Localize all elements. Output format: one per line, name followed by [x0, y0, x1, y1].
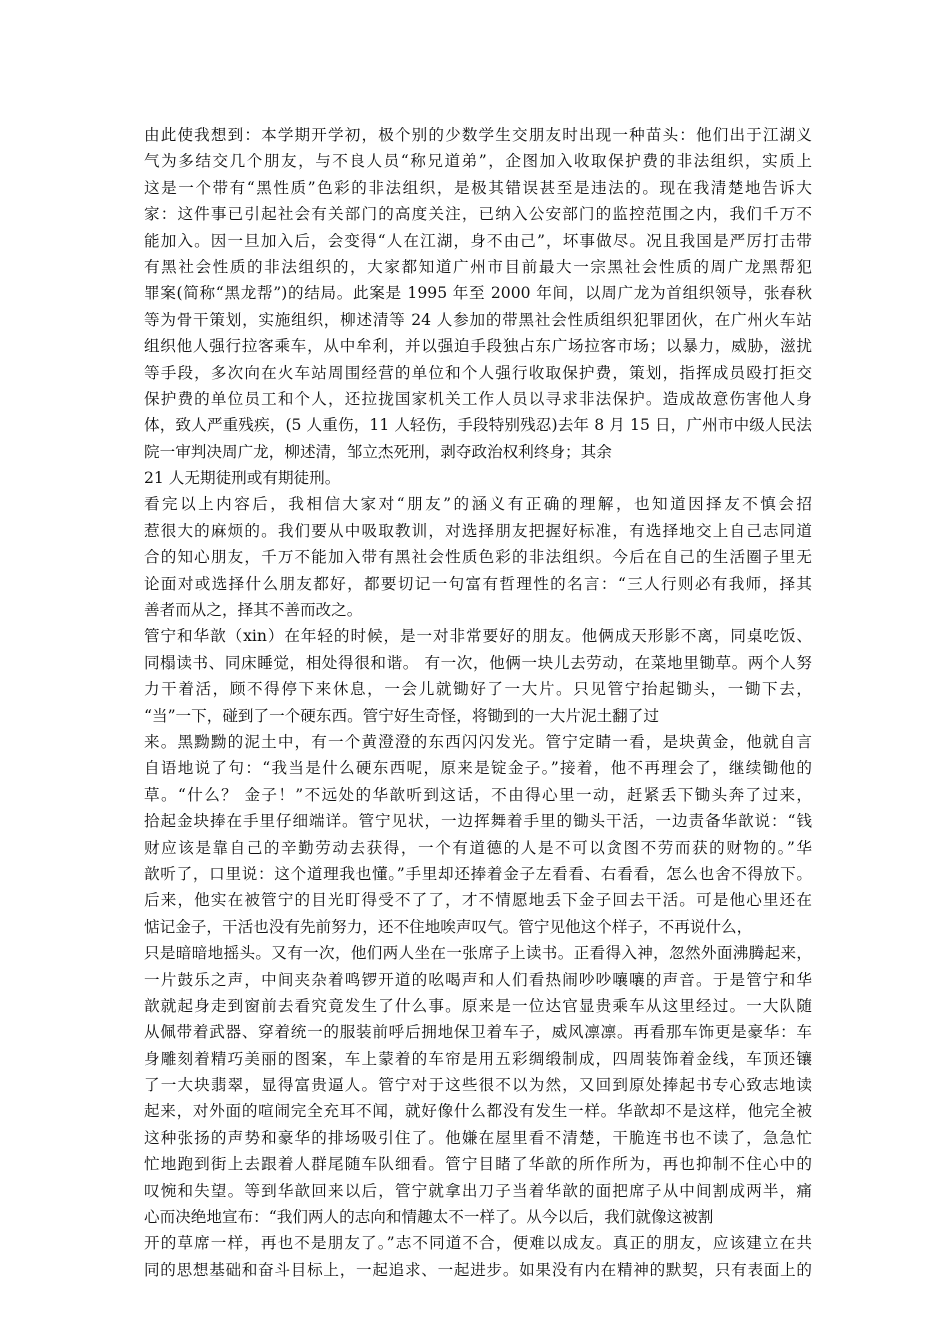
text-line: 歆听了，口里说：这个道理我也懂。”手里却还捧着金子左看看、右看看，怎么也舍不得放下。: [144, 864, 812, 883]
text-line: 有黑社会性质的非法组织的，大家都知道广州市目前最大一宗黑社会性质的周广龙黑帮犯: [144, 257, 812, 276]
text-line: 能加入。因一旦加入后，会变得“人在江湖，身不由己”，坏事做尽。况且我国是严厉打击带: [144, 231, 812, 250]
text-line: 只是暗暗地摇头。又有一次，他们两人坐在一张席子上读书。正看得入神，忽然外面沸腾起来，: [144, 944, 812, 963]
text-line: 组织他人强行拉客乘车，从中牟利，并以强迫手段独占东广场拉客市场；以暴力，威胁，滋扰: [144, 337, 812, 356]
text-line: 论面对或选择什么朋友都好，都要切记一句富有哲理性的名言：“三人行则必有我师，择其: [144, 574, 812, 593]
text-line: 由此使我想到：本学期开学初，极个别的少数学生交朋友时出现一种苗头：他们出于江湖义: [144, 126, 812, 144]
text-line: 气为多结交几个朋友，与不良人员“称兄道弟”，企图加入收取保护费的非法组织，实质上: [144, 152, 812, 171]
text-line: 从佩带着武器、穿着统一的服装前呼后拥地保卫着车子，威风凛凛。再看那车饰更是豪华：车: [144, 1023, 812, 1042]
text-line: 拾起金块捧在手里仔细端详。管宁见状，一边挥舞着手里的锄头干活，一边责备华歆说：“钱: [144, 812, 812, 831]
document-body: [144, 122, 812, 1283]
text-line: 身雕刻着精巧美丽的图案，车上蒙着的车帘是用五彩绸缎制成，四周装饰着金线，车顶还镶: [144, 1049, 812, 1068]
text-line: 惹很大的麻烦的。我们要从中吸取教训，对选择朋友把握好标准，有选择地交上自己志同道: [144, 521, 812, 540]
text-line: 体，致人严重残疾，(5 人重伤，11 人轻伤，手段特别残忍)去年 8 月 15 日，广州市中级人民法: [144, 416, 812, 435]
text-line: 财应该是靠自己的辛勤劳动去获得，一个有道德的人是不可以贪图不劳而获的财物的。”华: [144, 838, 812, 857]
text-line: 惦记金子，干活也没有先前努力，还不住地唉声叹气。管宁见他这个样子，不再说什么，: [144, 917, 753, 936]
text-line: 等为骨干策划，实施组织，柳述清等 24 人参加的带黑社会性质组织犯罪团伙，在广州火车站: [144, 310, 812, 329]
text-line: 来。黑黝黝的泥土中，有一个黄澄澄的东西闪闪发光。管宁定睛一看，是块黄金，他就自言: [144, 732, 812, 751]
text-line: 等手段，多次向在火车站周围经营的单位和个人强行收取保护费，策划，指挥成员殴打拒交: [144, 363, 812, 382]
text-line: 合的知心朋友，千万不能加入带有黑社会性质色彩的非法组织。今后在自己的生活圈子里无: [144, 548, 812, 567]
text-line: 院一审判决周广龙，柳述清，邹立杰死刑，剥夺政治权利终身；其余: [144, 442, 612, 461]
text-line: 忙地跑到街上去跟着人群尾随车队细看。管宁目睹了华歆的所作所为，再也抑制不住心中的: [144, 1155, 812, 1174]
text-line: 叹惋和失望。等到华歆回来以后，管宁就拿出刀子当着华歆的面把席子从中间割成两半，痛: [144, 1181, 812, 1200]
text-line: 21 人无期徒刑或有期徒刑。: [144, 469, 341, 488]
text-line: 善者而从之，择其不善而改之。: [144, 601, 363, 620]
text-line: 后来，他实在被管宁的目光盯得受不了了，才不情愿地丢下金子回去干活。可是他心里还在: [144, 891, 812, 910]
text-line: 歆就起身走到窗前去看究竟发生了什么事。原来是一位达官显贵乘车从这里经过。一大队随: [144, 996, 812, 1015]
text-line: 力干着活，顾不得停下来休息，一会儿就锄好了一大片。只见管宁抬起锄头，一锄下去，: [144, 680, 812, 699]
text-line: 管宁和华歆（xin）在年轻的时候，是一对非常要好的朋友。他俩成天形影不离，同桌吃饭、: [144, 627, 812, 646]
text-line: 草。“什么？ 金子！”不远处的华歆听到这话，不由得心里一动，赶紧丢下锄头奔了过来，: [144, 785, 812, 804]
text-line: 一片鼓乐之声，中间夹杂着鸣锣开道的吆喝声和人们看热闹吵吵嚷嚷的声音。于是管宁和华: [144, 970, 812, 989]
text-line: 同榻读书、同床睡觉，相处得很和谐。 有一次，他俩一块儿去劳动，在菜地里锄草。两个人努: [144, 653, 812, 672]
text-line: 自语地说了句：“我当是什么硬东西呢，原来是锭金子。”接着，他不再理会了，继续锄他的: [144, 759, 812, 778]
text-line: 家：这件事已引起社会有关部门的高度关注，已纳入公安部门的监控范围之内，我们千万不: [144, 205, 812, 224]
text-line: 开的草席一样，再也不是朋友了。”志不同道不合，便难以成友。真正的朋友，应该建立在共: [144, 1234, 812, 1253]
text-line: “当”一下，碰到了一个硬东西。管宁好生奇怪，将锄到的一大片泥土翻了过: [144, 706, 659, 725]
text-line: 这是一个带有“黑性质”色彩的非法组织，是极其错误甚至是违法的。现在我清楚地告诉大: [144, 178, 812, 197]
text-line: 保护费的单位员工和个人，还拉拢国家机关工作人员以寻求非法保护。造成故意伤害他人身: [144, 389, 812, 408]
text-line: 起来，对外面的喧闹完全充耳不闻，就好像什么都没有发生一样。华歆却不是这样，他完全被: [144, 1102, 812, 1121]
text-line: 心而决绝地宣布：“我们两人的志向和情趣太不一样了。从今以后，我们就像这被割: [144, 1208, 714, 1227]
text-line: 罪案(简称“黑龙帮”)的结局。此案是 1995 年至 2000 年间，以周广龙为首组织领导，张春秋: [144, 284, 812, 303]
text-line: 看完以上内容后，我相信大家对“朋友”的涵义有正确的理解，也知道因择友不慎会招: [144, 495, 812, 514]
text-line: 同的思想基础和奋斗目标上，一起追求、一起进步。如果没有内在精神的默契，只有表面上的: [144, 1260, 812, 1279]
text-line: 了一大块翡翠，显得富贵逼人。管宁对于这些很不以为然，又回到原处捧起书专心致志地读: [144, 1076, 812, 1095]
text-line: 这种张扬的声势和豪华的排场吸引住了。他嫌在屋里看不清楚，干脆连书也不读了，急急忙: [144, 1128, 812, 1147]
